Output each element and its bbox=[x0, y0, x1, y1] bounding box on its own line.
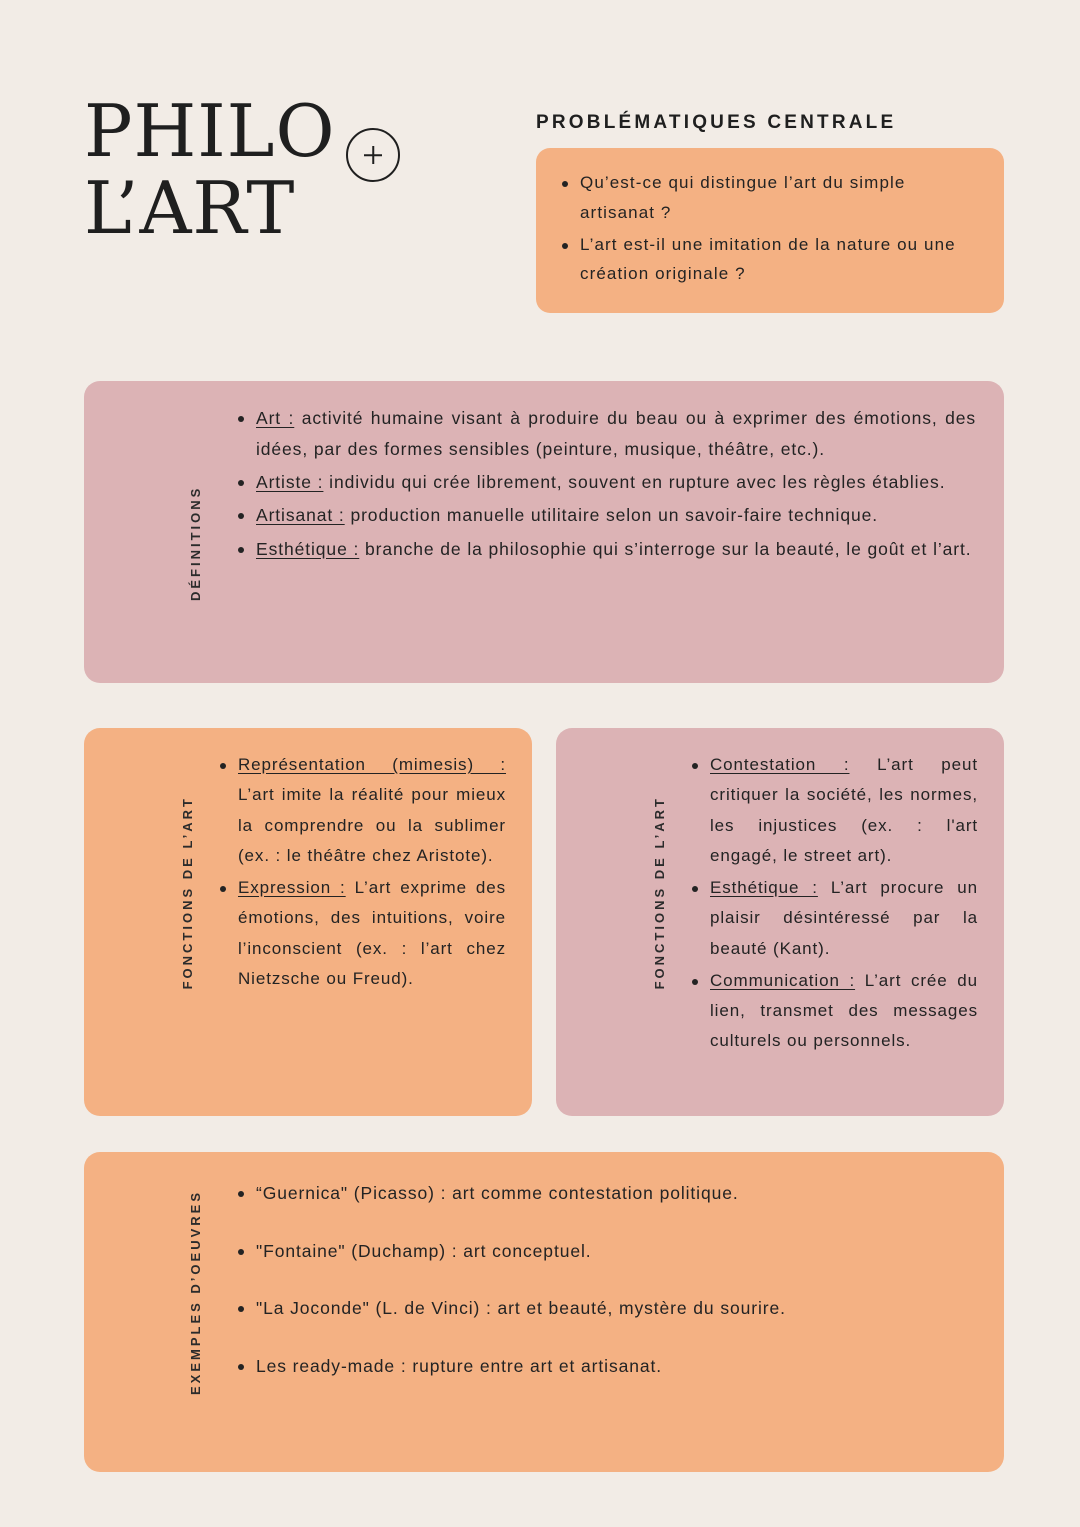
term-text: L’art procure un plaisir désintéressé par la beauté (Kant). bbox=[710, 878, 978, 958]
term-label: Expression : bbox=[238, 878, 346, 897]
sparkle-circle-icon bbox=[346, 128, 400, 182]
list-item bbox=[688, 750, 978, 871]
page-title bbox=[84, 89, 504, 250]
problematiques-list bbox=[558, 168, 982, 289]
term-text: production manuelle utilitaire selon un savoir-faire technique. bbox=[344, 505, 878, 526]
fonctions-left-side-label: FONCTIONS DE L’ART bbox=[180, 796, 195, 990]
term-label: Artiste : bbox=[256, 472, 324, 493]
list-item bbox=[234, 534, 976, 565]
term-text: individu qui crée librement, souvent en rupture avec les règles établies. bbox=[323, 472, 946, 493]
term-label: Esthétique : bbox=[710, 878, 818, 897]
term-label: Contestation : bbox=[710, 755, 850, 774]
term-label: Esthétique : bbox=[256, 538, 360, 559]
term-label: Art : bbox=[256, 408, 295, 428]
fonctions-right-card bbox=[556, 728, 1004, 1116]
definitions-card bbox=[84, 381, 1004, 683]
fonctions-left-card bbox=[84, 728, 532, 1116]
list-item: L’art est-il une imitation de la nature ou une création originale ? bbox=[558, 230, 982, 290]
list-item bbox=[216, 873, 506, 994]
term-label: Artisanat : bbox=[256, 505, 345, 526]
list-item bbox=[234, 500, 976, 531]
list-item: Les ready-made : rupture entre art et artisanat. bbox=[234, 1351, 970, 1383]
title-line-lart: L’ART bbox=[84, 165, 296, 250]
definitions-side-label: DÉFINITIONS bbox=[188, 485, 203, 601]
fonctions-right-side-label: FONCTIONS DE L’ART bbox=[652, 796, 667, 990]
term-text: L’art exprime des émotions, des intuitions, voire l’inconscient (ex. : l’art chez Nietzsche ou Freud). bbox=[238, 878, 507, 988]
problematiques-card bbox=[536, 148, 1004, 313]
list-item bbox=[688, 966, 978, 1057]
term-text: activité humaine visant à produire du beau ou à exprimer des émotions, des idées, par des formes sensibles (peinture, musique, théâtre, etc.). bbox=[256, 408, 976, 460]
fonctions-left-list bbox=[216, 750, 506, 994]
definitions-list bbox=[234, 403, 976, 565]
list-item: “Guernica" (Picasso) : art comme contestation politique. bbox=[234, 1178, 970, 1210]
list-item: Qu’est-ce qui distingue l’art du simple artisanat ? bbox=[558, 168, 982, 228]
problematiques-heading: PROBLÉMATIQUES CENTRALE bbox=[536, 112, 897, 133]
list-item: "Fontaine" (Duchamp) : art conceptuel. bbox=[234, 1236, 970, 1268]
list-item bbox=[688, 873, 978, 964]
list-item: "La Joconde" (L. de Vinci) : art et beauté, mystère du sourire. bbox=[234, 1293, 970, 1325]
term-label: Communication : bbox=[710, 970, 856, 990]
exemples-card bbox=[84, 1152, 1004, 1472]
term-text: branche de la philosophie qui s’interroge sur la beauté, le goût et l’art. bbox=[359, 538, 972, 559]
list-item bbox=[216, 750, 506, 871]
page-header bbox=[84, 89, 1004, 346]
term-text: L’art peut critiquer la société, les normes, les injustices (ex. : l'art engagé, le street art). bbox=[710, 755, 978, 865]
list-item bbox=[234, 467, 976, 498]
list-item bbox=[234, 403, 976, 465]
term-label: Représentation (mimesis) : bbox=[238, 755, 506, 774]
fonctions-right-list bbox=[688, 750, 978, 1057]
exemples-side-label: EXEMPLES D’OEUVRES bbox=[188, 1190, 203, 1395]
term-text: L’art imite la réalité pour mieux la comprendre ou la sublimer (ex. : le théâtre chez Aristote). bbox=[238, 785, 506, 865]
term-text: L’art crée du lien, transmet des messages culturels ou personnels. bbox=[710, 970, 978, 1051]
exemples-list bbox=[234, 1178, 970, 1382]
title-line-philo: PHILO bbox=[84, 89, 336, 173]
